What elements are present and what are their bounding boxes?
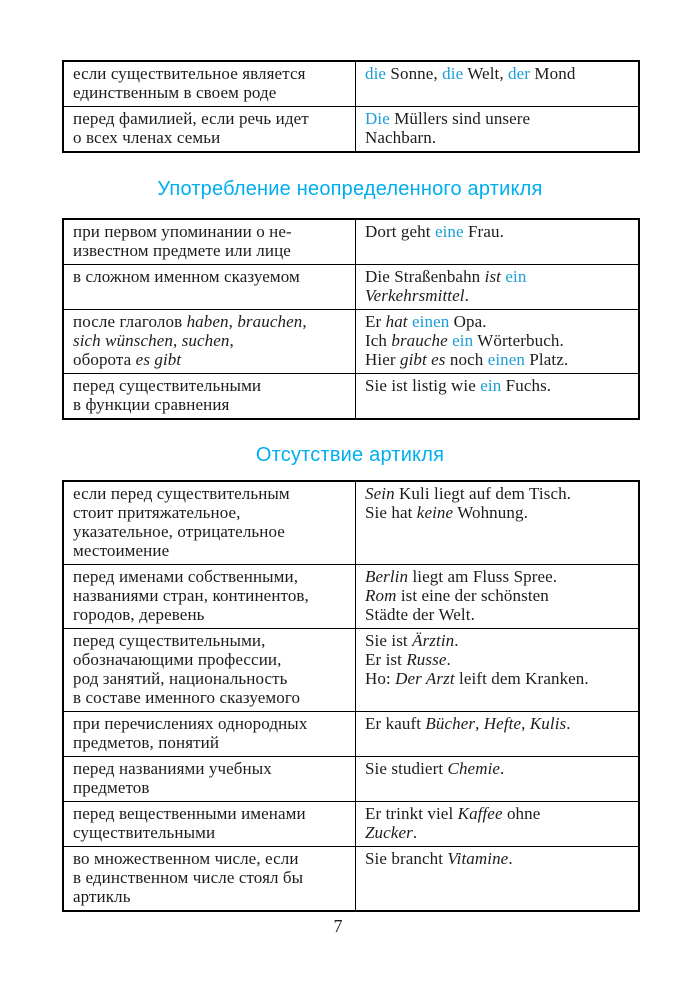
- page-number: 7: [333, 916, 343, 936]
- indefinite-article-table: [62, 218, 640, 420]
- rule-cell: если существительное является единственным в своем роде: [63, 61, 356, 107]
- rule-cell: перед вещественными именами существительными: [63, 802, 356, 847]
- rule-cell: перед существительными, обозначающими профессии, род занятий, национальность в составе именного сказуемого: [63, 629, 356, 712]
- rule-cell: перед названиями учебных предметов: [63, 757, 356, 802]
- example-cell: Sein Kuli liegt auf dem Tisch. Sie hat keine Wohnung.: [356, 481, 640, 565]
- rule-cell: во множественном числе, если в единственном числе стоял бы артикль: [63, 847, 356, 912]
- no-article-table: [62, 480, 640, 912]
- table-row: [63, 61, 639, 107]
- rule-cell: если перед существительным стоит притяжательное, указательное, отрицательное местоимение: [63, 481, 356, 565]
- table-row: [63, 802, 639, 847]
- table-row: [63, 265, 639, 310]
- rule-cell: перед фамилией, если речь идет о всех членах семьи: [63, 107, 356, 153]
- example-cell: die Sonne, die Welt, der Mond: [356, 61, 640, 107]
- section-heading-no-article: Отсутствие артикля: [255, 444, 445, 466]
- example-cell: Die Straßenbahn ist ein Verkehrsmittel.: [356, 265, 640, 310]
- table-row: [63, 712, 639, 757]
- example-cell: Er hat einen Opa. Ich brauche ein Wörterbuch. Hier gibt es noch einen Platz.: [356, 310, 640, 374]
- rule-cell: перед именами собственными, названиями стран, континентов, городов, деревень: [63, 565, 356, 629]
- example-cell: Sie ist listig wie ein Fuchs.: [356, 374, 640, 420]
- rule-cell: при перечислениях однородных предметов, понятий: [63, 712, 356, 757]
- section-heading-indefinite-article: Употребление неопределенного артикля: [157, 178, 543, 200]
- table-row: [63, 565, 639, 629]
- table-row: [63, 107, 639, 153]
- table-row: [63, 757, 639, 802]
- example-cell: Dort geht eine Frau.: [356, 219, 640, 265]
- example-cell: Berlin liegt am Fluss Spree. Rom ist eine der schönsten Städte der Welt.: [356, 565, 640, 629]
- table-row: [63, 219, 639, 265]
- rule-cell: в сложном именном сказуемом: [63, 265, 356, 310]
- rule-cell: перед существительными в функции сравнения: [63, 374, 356, 420]
- rule-cell: при первом упоминании о не- известном предмете или лице: [63, 219, 356, 265]
- example-cell: Sie brancht Vitamine.: [356, 847, 640, 912]
- rule-cell: после глаголов haben, brauchen, sich wünschen, suchen, оборота es gibt: [63, 310, 356, 374]
- definite-article-table: [62, 60, 640, 153]
- table-row: [63, 374, 639, 420]
- table-row: [63, 481, 639, 565]
- example-cell: Er kauft Bücher, Hefte, Kulis.: [356, 712, 640, 757]
- example-cell: Sie ist Ärztin. Er ist Russe. Но: Der Arzt leift dem Kranken.: [356, 629, 640, 712]
- table-row: [63, 847, 639, 912]
- example-cell: Er trinkt viel Kaffee ohne Zucker.: [356, 802, 640, 847]
- table-row: [63, 629, 639, 712]
- example-cell: Die Müllers sind unsere Nachbarn.: [356, 107, 640, 153]
- example-cell: Sie studiert Chemie.: [356, 757, 640, 802]
- table-row: [63, 310, 639, 374]
